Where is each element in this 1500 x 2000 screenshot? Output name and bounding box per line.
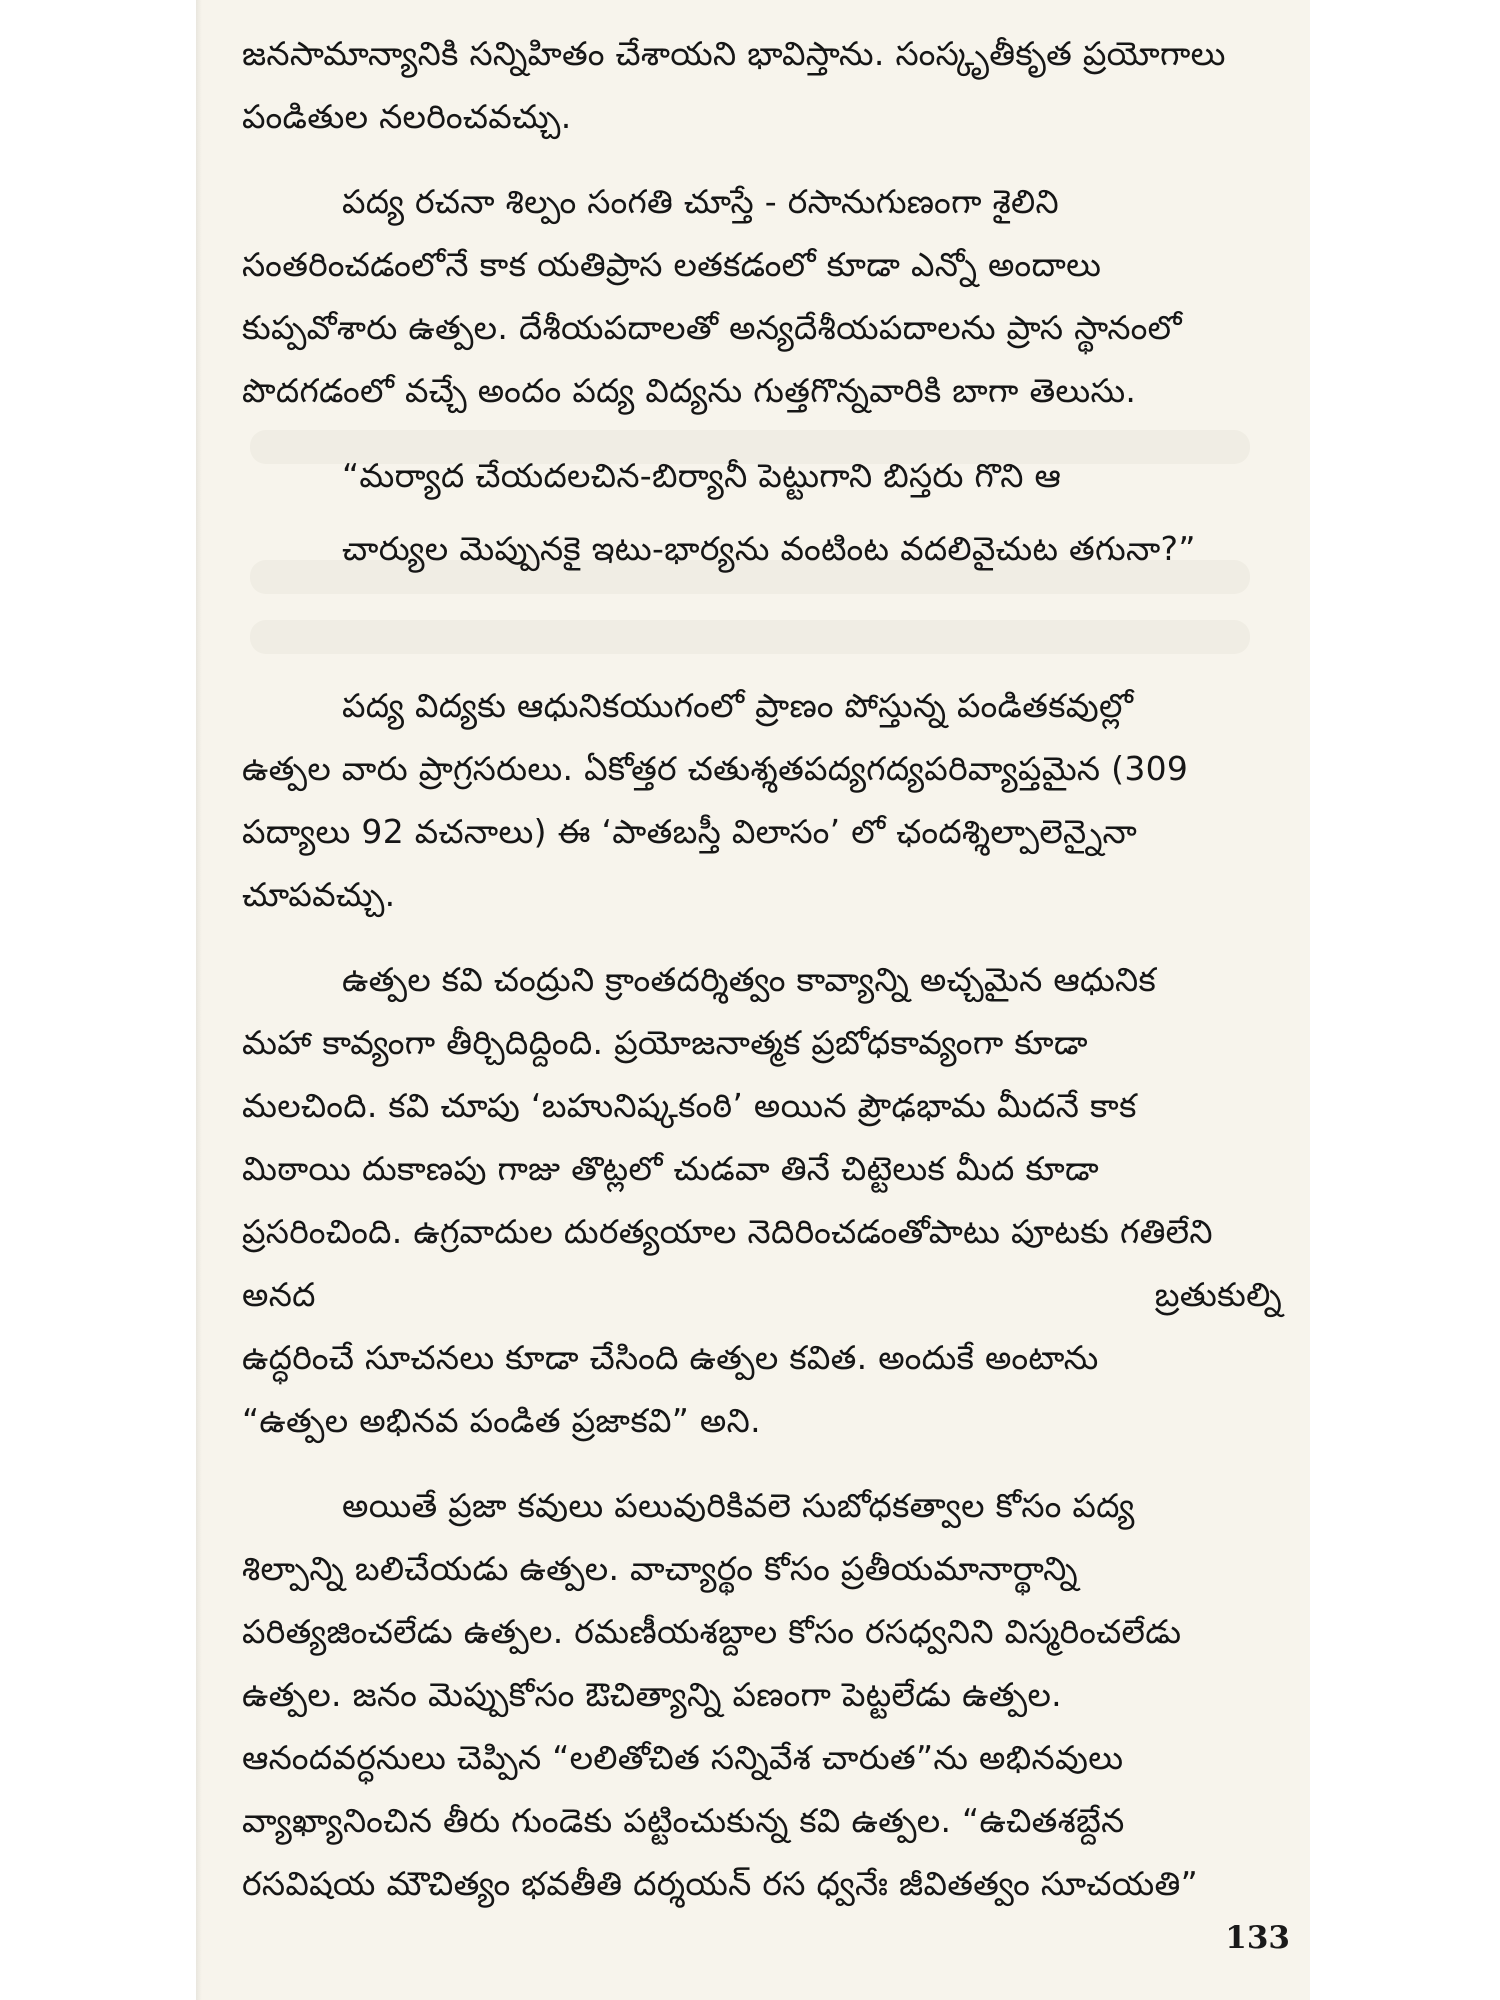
text-line: ఉత్పల వారు ప్రాగ్రసరులు. ఏకోత్తర చతుశ్శతపద్యగద్యపరివ్యాప్తమైన (309: [242, 749, 1189, 788]
text-line: మలచింది. కవి చూపు ‘బహునిష్కకంఠి’ అయిన ప్రౌఢభామ మీదనే కాక: [242, 1086, 1137, 1125]
text-line: ప్రసరించింది. ఉగ్రవాదుల దురత్యయాల నెదిరించడంతోపాటు పూటకు గతిలేని: [242, 1212, 1213, 1251]
text-line: ఆనందవర్ధనులు చెప్పిన “లలితోచిత సన్నివేశ చారుత”ను అభినవులు: [242, 1738, 1124, 1777]
split-line-left: అనద: [242, 1275, 316, 1314]
text-line: పద్య విద్యకు ఆధునికయుగంలో ప్రాణం పోస్తున్న పండితకవుల్లో: [342, 686, 1134, 725]
paragraph-3: [242, 674, 1282, 926]
verse-line: “మర్యాద చేయదలచిన-బిర్యానీ పెట్టుగాని బిస్తరు గొని ఆ: [342, 456, 1062, 495]
text-line: పద్య రచనా శిల్పం సంగతి చూస్తే - రసానుగుణంగా శైలిని: [342, 182, 1059, 221]
text-line: మహా కావ్యంగా తీర్చిదిద్దింది. ప్రయోజనాత్మక ప్రబోధకావ్యంగా కూడా: [242, 1023, 1088, 1062]
text-line: పండితుల నలరించవచ్చు.: [242, 97, 572, 136]
text-line: కుప్పవోశారు ఉత్పల. దేశీయపదాలతో అన్యదేశీయపదాలను ప్రాస స్థానంలో: [242, 308, 1182, 347]
text-line: ఉత్పల కవి చంద్రుని క్రాంతదర్శిత్వం కావ్యాన్ని అచ్చమైన ఆధునిక: [342, 960, 1157, 999]
text-line: సంతరించడంలోనే కాక యతిప్రాస లతకడంలో కూడా ఎన్నో అందాలు: [242, 245, 1102, 284]
text-line: అయితే ప్రజా కవులు పలువురికివలె సుబోధకత్వాల కోసం పద్య: [342, 1486, 1135, 1525]
text-line: చూపవచ్చు.: [242, 875, 396, 914]
paragraph-1: [242, 22, 1282, 148]
text-line: మిఠాయి దుకాణపు గాజు తొట్లలో చుడవా తినే చిట్టెలుక మీద కూడా: [242, 1149, 1099, 1188]
paragraph-2: [242, 170, 1282, 422]
text-line: పొదగడంలో వచ్చే అందం పద్య విద్యను గుత్తగొన్నవారికి బాగా తెలుసు.: [242, 371, 1137, 410]
page-body: [242, 22, 1282, 1915]
text-line: ఉత్పల. జనం మెప్పుకోసం ఔచిత్యాన్ని పణంగా పెట్టలేడు ఉత్పల.: [242, 1675, 1062, 1714]
text-line: “ఉత్పల అభినవ పండిత ప్రజాకవి” అని.: [242, 1401, 761, 1440]
text-line: ఉద్ధరించే సూచనలు కూడా చేసింది ఉత్పల కవిత. అందుకే అంటాను: [242, 1338, 1099, 1377]
split-line: [242, 1263, 1282, 1326]
text-line: పరిత్యజించలేడు ఉత్పల. రమణీయశబ్దాల కోసం రసధ్వనిని విస్మరించలేడు: [242, 1612, 1182, 1651]
text-line: పద్యాలు 92 వచనాలు) ఈ ‘పాతబస్తీ విలాసం’ లో ఛందశ్శిల్పాలెన్నైనా: [242, 812, 1138, 851]
split-line-right: బ్రతుకుల్ని: [1154, 1275, 1282, 1314]
text-line: రసవిషయ మౌచిత్యం భవతీతి దర్శయన్ రస ధ్వనేః జీవితత్వం సూచయతి”: [242, 1864, 1199, 1903]
text-line: శిల్పాన్ని బలిచేయడు ఉత్పల. వాచ్యార్థం కోసం ప్రతీయమానార్థాన్ని: [242, 1549, 1078, 1588]
text-line: వ్యాఖ్యానించిన తీరు గుండెకు పట్టించుకున్న కవి ఉత్పల. “ఉచితశబ్దేన: [242, 1801, 1125, 1840]
verse-line: చార్యుల మెప్పునకై ఇటు-భార్యను వంటింట వదలివైచుట తగునా?”: [342, 529, 1196, 568]
verse-quote: [242, 444, 1282, 580]
page-gutter-shadow: [196, 0, 202, 2000]
text-line: జనసామాన్యానికి సన్నిహితం చేశాయని భావిస్తాను. సంస్కృతీకృత ప్రయోగాలు: [242, 34, 1226, 73]
paragraph-4: [242, 948, 1282, 1452]
page-number: 133: [1225, 1920, 1290, 1956]
paragraph-5: [242, 1474, 1282, 1915]
